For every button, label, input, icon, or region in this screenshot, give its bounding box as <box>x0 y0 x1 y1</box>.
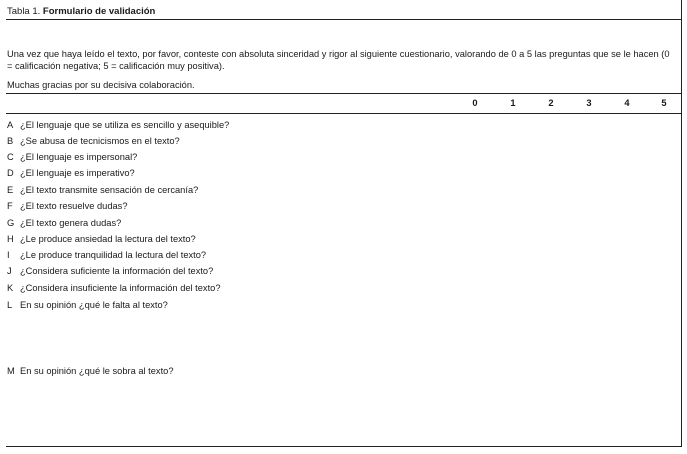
header-top-rule <box>6 93 681 94</box>
question-b <box>7 136 180 146</box>
question-text: ¿El texto genera dudas? <box>20 218 122 228</box>
title-divider <box>6 19 681 20</box>
scale-4: 4 <box>624 98 630 108</box>
question-i <box>7 250 206 260</box>
question-c <box>7 152 137 162</box>
table-title <box>7 6 155 17</box>
question-letter: M <box>7 366 15 376</box>
question-a <box>7 120 229 130</box>
question-text: ¿El lenguaje es impersonal? <box>20 152 138 162</box>
question-text: ¿El texto transmite sensación de cercanía? <box>20 185 199 195</box>
question-text: ¿Le produce ansiedad la lectura del texto? <box>20 234 196 244</box>
question-text: ¿Considera suficiente la información del texto? <box>20 266 214 276</box>
header-bottom-rule <box>6 113 681 114</box>
scale-0: 0 <box>472 98 478 108</box>
scale-3: 3 <box>586 98 592 108</box>
question-letter: E <box>7 185 14 195</box>
question-text: ¿El texto resuelve dudas? <box>20 201 128 211</box>
question-letter: F <box>7 201 13 211</box>
question-letter: I <box>7 250 10 260</box>
question-letter: C <box>7 152 14 162</box>
scale-2: 2 <box>548 98 554 108</box>
question-text: En su opinión ¿qué le falta al texto? <box>20 300 168 310</box>
question-text: ¿Se abusa de tecnicismos en el texto? <box>20 136 180 146</box>
question-letter: J <box>7 266 12 276</box>
question-k <box>7 283 221 293</box>
question-letter: A <box>7 120 14 130</box>
question-letter: H <box>7 234 14 244</box>
question-text: ¿El lenguaje que se utiliza es sencillo y asequible? <box>20 120 230 130</box>
question-m <box>7 366 174 376</box>
intro-text: Una vez que haya leído el texto, por favor, conteste con absoluta sinceridad y rigor al siguiente cuestionario, valorando de 0 a 5 las preguntas que se le hacen (0 = calificación negativa; 5 = calificación muy positiva). <box>7 49 670 71</box>
question-e <box>7 185 198 195</box>
question-text: ¿El lenguaje es imperativo? <box>20 168 135 178</box>
question-letter: L <box>7 300 13 310</box>
question-h <box>7 234 196 244</box>
question-letter: G <box>7 218 15 228</box>
table-title-text: Formulario de validación <box>42 6 156 17</box>
scale-5: 5 <box>661 98 667 108</box>
scale-1: 1 <box>510 98 516 108</box>
question-letter: K <box>7 283 14 293</box>
question-g <box>7 218 121 228</box>
question-l <box>7 300 168 310</box>
table-label: Tabla 1. <box>7 6 41 17</box>
question-f <box>7 201 128 211</box>
question-d <box>7 168 135 178</box>
thanks-text: Muchas gracias por su decisiva colaboración. <box>7 80 195 90</box>
question-letter: B <box>7 136 14 146</box>
question-j <box>7 266 213 276</box>
question-text: ¿Le produce tranquilidad la lectura del texto? <box>20 250 207 260</box>
question-text: En su opinión ¿qué le sobra al texto? <box>20 366 174 376</box>
question-text: ¿Considera insuficiente la información del texto? <box>20 283 221 293</box>
question-letter: D <box>7 168 14 178</box>
